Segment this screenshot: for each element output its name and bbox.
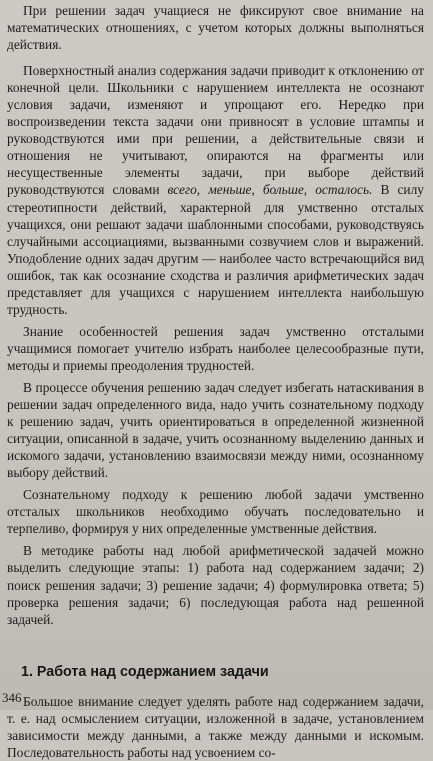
paragraph-text-end: В силу стереотипности действий, характерной для умственно отсталых учащихся, они решают задачи шаблонными способами, руководствуясь случайными ассоциациями, вызванными созвучием слов и выражений. Уподобление одних задач другим — наиболее часто встречающийся вид ошибок, так как осознание сходства и различия арифметических задач представляет для учащихся с нарушением интеллекта наибольшую трудность. <box>7 182 424 317</box>
paragraph-content-work: Большое внимание следует уделять работе над содержанием задачи, т. е. над осмыслением ситуации, изложенной в задаче, установлением зависимости между данными, а также между данными и искомым. Последовательность работы над усвоением со- <box>7 693 424 760</box>
paragraph-superficial-analysis <box>7 62 424 318</box>
paragraph-method-stages: В методике работы над любой арифметической задачей можно выделить следующие этапы: 1) работа над содержанием задачи; 2) поиск решения задачи; 3) решение задачи; 4) формулировка ответа; 5) проверка решения задачи; 6) последующая работа над решенной задачей. <box>7 543 424 627</box>
italic-keywords: всего, меньше, больше, осталось. <box>167 182 373 198</box>
paragraph-errors-in-relations: При решении задач учащиеся не фиксируют свое внимание на математических отношениях, с учетом которых должны выполняться действия. <box>7 3 424 53</box>
paragraph-learning-process: В процессе обучения решению задач следует избегать натаскивания в решении задач определенного вида, надо учить сознательному подходу к решению задач, учить ориентироваться в определенной жизненной ситуации, описанной в задаче, учить осознанному выделению данных и искомого задачи, установлению взаимосвязи между ними, осознанному выбору действий. <box>7 379 424 481</box>
section-heading: 1. Работа над содержанием задачи <box>21 663 269 680</box>
paragraph-conscious-approach: Сознательному подходу к решению любой задачи умственно отсталых школьников необходимо обучать последовательно и терпеливо, формируя у них определенные умственные действия. <box>7 487 424 537</box>
paragraph-knowledge-of-features: Знание особенностей решения задач умственно отсталыми учащимися помогает учителю избрать наиболее целесообразные пути, методы и приемы преодоления трудностей. <box>7 323 424 373</box>
paragraph-text-start: Поверхностный анализ содержания задачи приводит к отклонению от конечной цели. Школьники с нарушением интеллекта не осознают условия задачи, изменяют и упрощают его. Нередко при воспроизведении текста задачи они привносят в условие штампы и руководствуются ими при решении, а действительные связи и отношения не учитывают, опираются на фрагменты или несущественные элементы задачи, при выборе действий руководствуются словами <box>7 63 424 198</box>
page-number: 346 <box>2 690 22 705</box>
